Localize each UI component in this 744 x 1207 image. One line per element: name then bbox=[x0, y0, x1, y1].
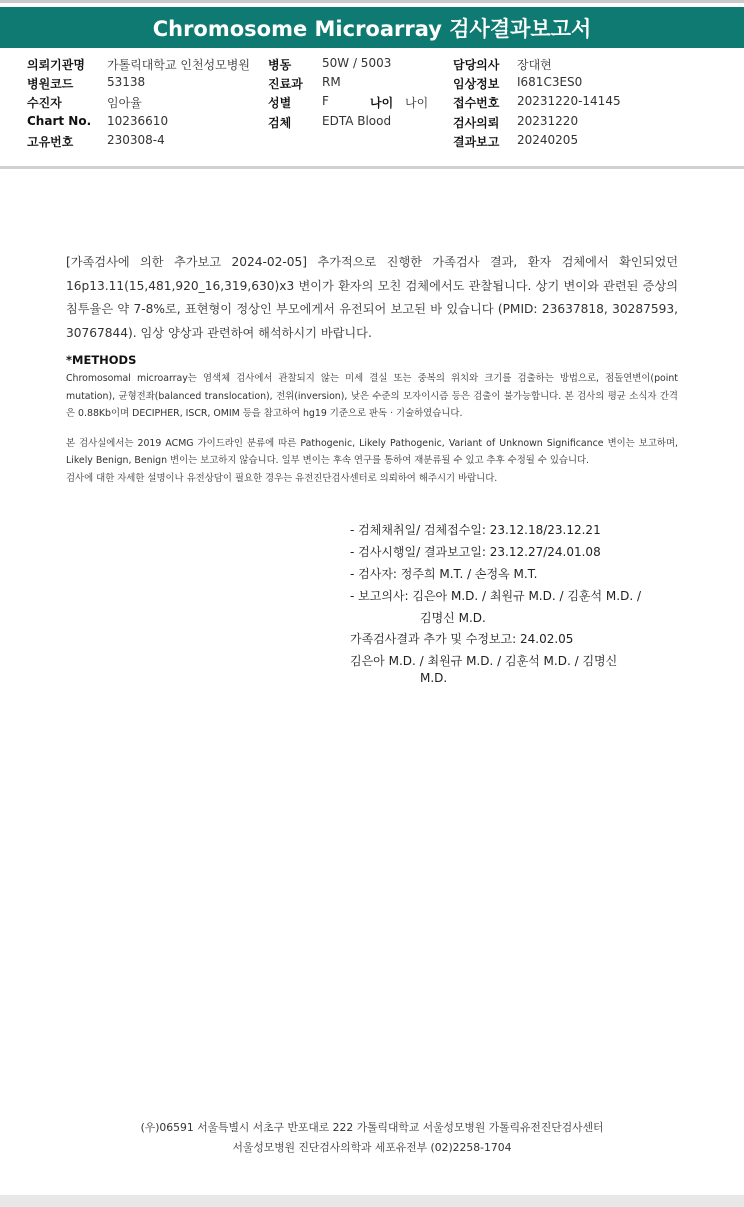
methods-title: *METHODS bbox=[66, 353, 137, 367]
header-row bbox=[0, 56, 744, 76]
value-accession-number: 20231220-14145 bbox=[517, 94, 621, 108]
value-age: 나이 bbox=[405, 96, 429, 110]
value-clinical-info: I681C3ES0 bbox=[517, 75, 583, 89]
revision-physicians-continued: M.D. bbox=[420, 671, 448, 685]
bottom-band bbox=[0, 1195, 744, 1207]
test-report-date: - 검사시행일/ 결과보고일: 23.12.27/24.01.08 bbox=[350, 545, 601, 559]
label-specimen: 검체 bbox=[268, 116, 292, 130]
value-chart-no: 10236610 bbox=[107, 114, 169, 128]
methods-paragraph: 본 검사실에서는 2019 ACMG 가이드라인 분류에 따른 Pathogenic, Likely Pathogenic, Variant of Unknown Significance 변이는 보고하며, Likely Benign, Benign 변이는 보고하지 않습니다. 일부 변이는 후속 연구를 통하여 재분류될 수 있고 추후 수정될 수 있습니다. bbox=[66, 437, 678, 466]
value-report-date: 20240205 bbox=[517, 133, 579, 147]
value-unique-id: 230308-4 bbox=[107, 133, 165, 147]
top-border bbox=[0, 0, 744, 3]
family-test-addendum: [가족검사에 의한 추가보고 2024-02-05] 추가적으로 진행한 가족검사 결과, 환자 검체에서 확인되었던 16p13.11(15,481,920_16,319,630)x3 변이가 환자의 모친 검체에서도 관찰됩니다. 상기 변이와 관련된 증상의 침투율은 약 7-8%로, 표현형이 정상인 부모에게서 유전되어 보고된 바 있습니다 (PMID: 23637818, 30287593, 30767844). 임상 양상과 관련하여 해석하시기 바랍니다. bbox=[66, 255, 678, 340]
footer-address-line: (우)06591 서울특별시 서초구 반포대로 222 가톨릭대학교 서울성모병원 가톨릭유전진단검사센터 bbox=[140, 1121, 604, 1134]
header-row bbox=[0, 75, 744, 95]
header-divider bbox=[0, 166, 744, 169]
header-row bbox=[0, 94, 744, 114]
label-hospital-code: 병원코드 bbox=[27, 77, 74, 91]
revision-physicians: 김은아 M.D. / 최원규 M.D. / 김훈석 M.D. / 김명신 bbox=[350, 654, 618, 668]
methods-section bbox=[66, 370, 678, 487]
reporting-physicians-continued: 김명신 M.D. bbox=[420, 611, 486, 625]
value-patient: 임아율 bbox=[107, 96, 142, 110]
footer-address bbox=[0, 1118, 744, 1158]
patient-info-header bbox=[0, 50, 744, 168]
label-physician: 담당의사 bbox=[453, 58, 500, 72]
value-department: RM bbox=[322, 75, 341, 89]
label-ward: 병동 bbox=[268, 58, 292, 72]
value-request-date: 20231220 bbox=[517, 114, 579, 128]
report-title: Chromosome Microarray 검사결과보고서 bbox=[152, 16, 592, 41]
label-department: 진료과 bbox=[268, 77, 303, 91]
report-title-bar bbox=[0, 7, 744, 48]
value-physician: 장대현 bbox=[517, 58, 552, 72]
sampling-receipt-date: - 검체채취일/ 검체접수일: 23.12.18/23.12.21 bbox=[350, 523, 601, 537]
label-sex: 성별 bbox=[268, 96, 292, 110]
label-requesting-institution: 의뢰기관명 bbox=[27, 58, 85, 72]
family-test-revision-date: 가족검사결과 추가 및 수정보고: 24.02.05 bbox=[350, 632, 574, 646]
value-ward: 50W / 5003 bbox=[322, 56, 392, 70]
value-requesting-institution: 가톨릭대학교 인천성모병원 bbox=[107, 58, 250, 72]
label-report-date: 결과보고 bbox=[453, 135, 500, 149]
value-specimen: EDTA Blood bbox=[322, 114, 392, 128]
label-age: 나이 bbox=[370, 96, 394, 110]
label-unique-id: 고유번호 bbox=[27, 135, 74, 149]
footer-department-line: 서울성모병원 진단검사의학과 세포유전부 (02)2258-1704 bbox=[232, 1141, 512, 1154]
header-row bbox=[0, 133, 744, 153]
label-patient: 수진자 bbox=[27, 96, 62, 110]
value-hospital-code: 53138 bbox=[107, 75, 146, 89]
header-row bbox=[0, 114, 744, 134]
label-request-date: 검사의뢰 bbox=[453, 116, 500, 130]
value-sex: F bbox=[322, 94, 329, 108]
reporting-physicians: - 보고의사: 김은아 M.D. / 최원규 M.D. / 김훈석 M.D. / bbox=[350, 589, 642, 603]
technologists: - 검사자: 정주희 M.T. / 손정옥 M.T. bbox=[350, 567, 538, 581]
methods-paragraph: Chromosomal microarray는 염색체 검사에서 관찰되지 않는 미세 결실 또는 중복의 위치와 크기를 검출하는 방법으로, 점돌연변이(point mutation), 균형전좌(balanced translocation), 전위(inversion), 낮은 수준의 모자이시즘 등은 검출이 불가능합니다. 본 검사의 평균 소식자 간격은 0.88Kb이며 DECIPHER, ISCR, OMIM 등을 참고하여 hg19 기준으로 판독 · 기술하였습니다. bbox=[66, 373, 678, 419]
label-chart-no: Chart No. bbox=[27, 114, 92, 128]
methods-paragraph: 검사에 대한 자세한 설명이나 유전상담이 필요한 경우는 유전진단검사센터로 의뢰하여 해주시기 바랍니다. bbox=[66, 472, 498, 484]
label-accession-number: 접수번호 bbox=[453, 96, 500, 110]
label-clinical-info: 임상정보 bbox=[453, 77, 500, 91]
